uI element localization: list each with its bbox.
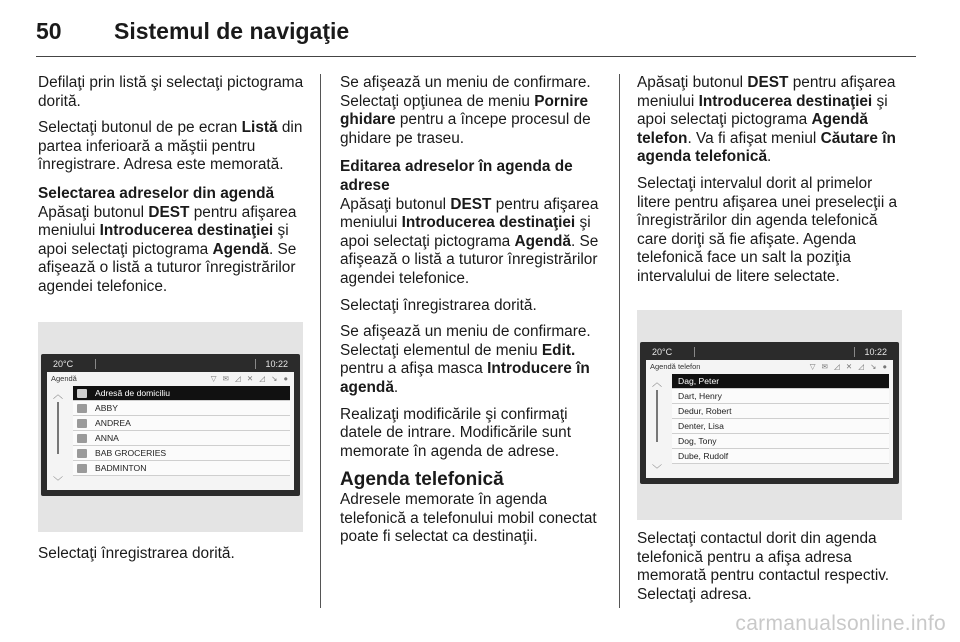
scrollbar[interactable] [656, 390, 658, 442]
column-divider [320, 74, 321, 608]
screen-title: Agendă [51, 374, 77, 383]
list-item[interactable]: ABBY [73, 401, 290, 416]
entry-list [73, 386, 290, 476]
divider [95, 359, 96, 369]
contact-icon [77, 419, 87, 428]
paragraph: Se afişează un meniu de confirmare. Selectaţi opţiunea de meniu Pornire ghidare pentru a începe procesul de ghidare pe traseu. [340, 74, 591, 147]
paragraph: Apăsaţi butonul DEST pentru afişarea meniului Introducerea destinaţiei şi apoi selectaţi pictograma Agendă. Se afişează o listă a tuturor înregistrărilor agendei telefonice. [38, 203, 297, 295]
chevron-up-icon[interactable]: ︿ [53, 390, 63, 401]
paragraph: Apăsaţi butonul DEST pentru afişarea meniului Introducerea destinaţiei şi apoi selectaţi pictograma Agendă. Se afişează o listă a tuturor înregistrărilor agendei telefonice. [340, 195, 599, 287]
column-right [637, 74, 907, 295]
infotainment-screen [41, 354, 300, 496]
list-item[interactable]: Dube, Rudolf [672, 449, 889, 464]
temperature: 20°C [652, 347, 673, 357]
header-divider [36, 56, 916, 57]
list-item[interactable]: Dog, Tony [672, 434, 889, 449]
page-number: 50 [36, 18, 62, 44]
watermark: carmanualsonline.info [735, 612, 946, 635]
column-divider [619, 74, 620, 608]
section-title: Agenda telefonică [340, 469, 504, 491]
clock: 10:22 [265, 359, 288, 369]
status-bar [646, 346, 893, 358]
list-item[interactable]: Adresă de domiciliu [73, 386, 290, 401]
chevron-down-icon[interactable]: ﹀ [652, 465, 662, 476]
infotainment-screen [640, 342, 899, 484]
paragraph: Selectaţi intervalul dorit al primelor litere pentru afişarea unei preselecţii a înregistrărilor din agenda telefonică care doriţi să fie afişate. Agenda telefonică face un salt la poziţia intervalului de litere selectate. [637, 174, 898, 285]
list-item[interactable]: BAB GROCERIES [73, 446, 290, 461]
contact-icon [77, 404, 87, 413]
divider [255, 359, 256, 369]
chevron-down-icon[interactable]: ﹀ [53, 477, 63, 488]
list-panel [47, 372, 294, 490]
column-left [38, 74, 306, 305]
temperature: 20°C [53, 359, 74, 369]
page-title: Sistemul de navigaţie [114, 18, 350, 44]
contact-icon [77, 434, 87, 443]
clock: 10:22 [864, 347, 887, 357]
home-icon [77, 389, 87, 398]
column-middle [340, 74, 608, 555]
divider [694, 347, 695, 357]
paragraph: Selectaţi înregistrarea dorită. [38, 545, 235, 562]
list-item[interactable]: ANDREA [73, 416, 290, 431]
paragraph: Selectaţi înregistrarea dorită. [340, 296, 537, 314]
column-right-bottom [637, 530, 907, 612]
screen-title: Agendă telefon [650, 362, 701, 371]
status-icons: ▽ ✉ ◿ ✕ ◿ ↘ ● [210, 374, 290, 383]
subheading: Selectarea adreselor din agendă [38, 184, 275, 202]
subheading: Editarea adreselor în agenda de adrese [340, 158, 573, 194]
scrollbar[interactable] [57, 402, 59, 454]
paragraph: Realizaţi modificările şi confirmaţi datele de intrare. Modificările sunt memorate în agenda de adrese. [340, 405, 571, 460]
list-item[interactable]: Dag, Peter [672, 374, 889, 389]
paragraph: Apăsaţi butonul DEST pentru afişarea meniului Introducerea destinaţiei şi apoi selectaţi pictograma Agendă telefon. Va fi afişat meniul Căutare în agenda telefonică. [637, 74, 896, 166]
paragraph: Selectaţi contactul dorit din agenda telefonică pentru a afişa adresa memorată pentru contactul respectiv. Selectaţi adresa. [637, 530, 890, 603]
list-item[interactable]: BADMINTON [73, 461, 290, 476]
list-item[interactable]: Dart, Henry [672, 389, 889, 404]
status-bar [47, 358, 294, 370]
screenshot-address-book [38, 322, 303, 532]
paragraph: Se afişează un meniu de confirmare. Selectaţi elementul de meniu Edit. pentru a afişa masca Introducere în agendă. [340, 323, 591, 396]
list-item[interactable]: ANNA [73, 431, 290, 446]
list-item[interactable]: Dedur, Robert [672, 404, 889, 419]
paragraph: Defilaţi prin listă şi selectaţi pictograma dorită. [38, 74, 304, 110]
paragraph: Adresele memorate în agenda telefonică a telefonului mobil conectat poate fi selectat ca destinaţii. [340, 491, 597, 546]
contact-icon [77, 464, 87, 473]
shop-icon [77, 449, 87, 458]
chevron-up-icon[interactable]: ︿ [652, 378, 662, 389]
screenshot-phonebook [637, 310, 902, 520]
paragraph: Selectaţi butonul de pe ecran Listă din partea inferioară a măştii pentru înregistrare. Adresa este memorată. [38, 119, 303, 174]
divider [854, 347, 855, 357]
status-icons: ▽ ✉ ◿ ✕ ◿ ↘ ● [809, 362, 889, 371]
list-panel [646, 360, 893, 478]
page-header [36, 18, 916, 58]
contact-list [672, 374, 889, 464]
column-left-bottom [38, 545, 306, 572]
list-item[interactable]: Denter, Lisa [672, 419, 889, 434]
